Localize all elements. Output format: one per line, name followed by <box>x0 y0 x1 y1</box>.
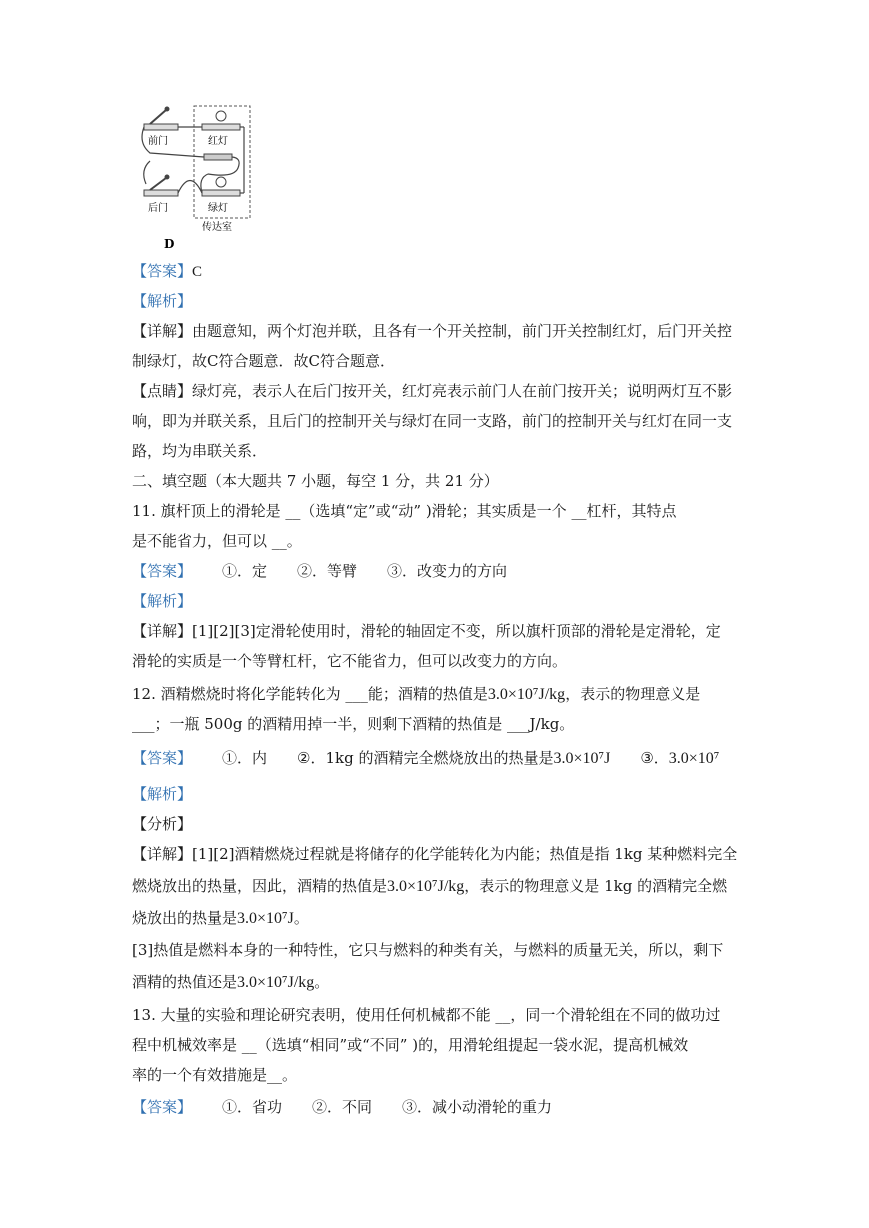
detail-text: [1][2]酒精燃烧过程就是将储存的化学能转化为内能；热值是指 1kg 某种燃料完全 <box>192 845 738 863</box>
circuit-diagram-d <box>138 98 258 258</box>
section-2-header: 二、填空题（本大题共 7 小题，每空 1 分，共 21 分） <box>132 472 499 490</box>
label-red-light: 红灯 <box>208 136 228 147</box>
answer-tag: 【答案】 <box>132 562 193 580</box>
heat-value-jkg: 3.0×10⁷J/kg <box>237 974 315 991</box>
q10-comment-line-1 <box>132 381 732 401</box>
q13-answer-2: ②．不同 <box>312 1098 373 1116</box>
heat-value-jkg: 3.0×10⁷J/kg <box>387 878 465 895</box>
detail-tag: 【详解】 <box>132 622 193 640</box>
q12-answer-2-text: ②．1kg 的酒精完全燃烧放出的热量是 <box>297 749 554 767</box>
detail-text-b: ，表示的物理意义是 1kg 的酒精完全燃 <box>464 877 728 895</box>
label-guard-room: 传达室 <box>202 222 232 233</box>
q11-answer <box>132 561 507 581</box>
q10-comment-line-2: 响，即为并联关系，且后门的控制开关与绿灯在同一支路，前门的控制开关与红灯在同一支 <box>132 412 733 430</box>
q12-text-a: 12. 酒精燃烧时将化学能转化为 ___能；酒精的热值是 <box>132 685 488 703</box>
label-option-d: D <box>164 237 175 251</box>
q10-detail-line-1 <box>132 321 732 341</box>
q12-answer-3-value: 3.0×10⁷ <box>668 750 720 767</box>
q12-analyze-tag: 【分析】 <box>132 815 193 833</box>
circuit-svg <box>138 98 258 258</box>
detail-text-b: 。 <box>314 973 330 991</box>
label-green-light: 绿灯 <box>208 203 228 214</box>
q12-text-b: ，表示的物理意义是 <box>565 685 701 703</box>
q12-detail-line-1 <box>132 844 737 864</box>
heat-value-j: 3.0×10⁷J <box>237 910 294 927</box>
q13-answer <box>132 1097 552 1117</box>
q12-line-1 <box>132 684 700 705</box>
detail-text-a: 酒精的热值还是 <box>132 973 238 991</box>
q10-analysis-tag: 【解析】 <box>132 292 193 310</box>
q12-answer-1: ①．内 <box>222 749 268 767</box>
comment-tag: 【点睛】 <box>132 382 193 400</box>
q13-line-3: 率的一个有效措施是__。 <box>132 1066 298 1084</box>
q11-line-2: 是不能省力，但可以 __。 <box>132 532 302 550</box>
detail-text-b: 。 <box>293 909 309 927</box>
q13-line-2: 程中机械效率是 __（选填“相同”或“不同” )的，用滑轮组提起一袋水泥，提高机械效 <box>132 1036 689 1054</box>
detail-tag: 【详解】 <box>132 845 193 863</box>
label-back-door: 后门 <box>148 203 168 214</box>
q13-answer-3: ③．减小动滑轮的重力 <box>402 1098 553 1116</box>
q13-line-1: 13. 大量的实验和理论研究表明，使用任何机械都不能 __，同一个滑轮组在不同的做功过 <box>132 1006 721 1024</box>
q11-detail-line-2: 滑轮的实质是一个等臂杠杆，它不能省力，但可以改变力的方向。 <box>132 652 568 670</box>
q12-detail-line-2 <box>132 876 727 897</box>
answer-tag: 【答案】 <box>132 262 193 280</box>
q13-answer-1: ①．省功 <box>222 1098 283 1116</box>
answer-tag: 【答案】 <box>132 749 193 767</box>
q12-analysis-tag: 【解析】 <box>132 785 193 803</box>
q12-detail-line-4: [3]热值是燃料本身的一种特性，它只与燃料的种类有关，与燃料的质量无关，所以，剩下 <box>132 941 724 959</box>
q11-answer-1: ①．定 <box>222 562 268 580</box>
q12-answer-2-value: 3.0×10⁷J <box>553 750 611 767</box>
detail-text-a: 烧放出的热量是 <box>132 909 238 927</box>
q11-line-1: 11. 旗杆顶上的滑轮是 __（选填“定”或“动” )滑轮；其实质是一个 __杠杆，其特点 <box>132 502 677 520</box>
q12-line-2: ___；一瓶 500g 的酒精用掉一半，则剩下酒精的热值是 ___J/kg。 <box>132 715 575 733</box>
heat-value-jkg: 3.0×10⁷J/kg <box>487 686 566 703</box>
comment-text: 绿灯亮，表示人在后门按开关，红灯亮表示前门人在前门按开关；说明两灯互不影 <box>192 382 733 400</box>
detail-text: [1][2][3]定滑轮使用时，滑轮的轴固定不变，所以旗杆顶部的滑轮是定滑轮，定 <box>192 622 721 640</box>
q12-detail-line-5 <box>132 972 329 993</box>
detail-text-a: 燃烧放出的热量，因此，酒精的热值是 <box>132 877 388 895</box>
q12-detail-line-3 <box>132 908 309 929</box>
q12-answer <box>132 748 719 769</box>
q10-detail-line-2: 制绿灯，故C符合题意．故C符合题意． <box>132 352 395 370</box>
detail-text: 由题意知，两个灯泡并联，且各有一个开关控制，前门开关控制红灯，后门开关控 <box>192 322 733 340</box>
q12-answer-3-text: ③． <box>640 749 669 767</box>
q11-answer-3: ③．改变力的方向 <box>387 562 508 580</box>
q11-analysis-tag: 【解析】 <box>132 592 193 610</box>
answer-value: C <box>192 264 203 280</box>
answer-tag: 【答案】 <box>132 1098 193 1116</box>
label-front-door: 前门 <box>148 136 168 147</box>
q11-answer-2: ②．等臂 <box>297 562 358 580</box>
q10-comment-line-3: 路，均为串联关系． <box>132 442 268 460</box>
q11-detail-line-1 <box>132 621 721 641</box>
q10-answer <box>132 261 202 282</box>
detail-tag: 【详解】 <box>132 322 193 340</box>
